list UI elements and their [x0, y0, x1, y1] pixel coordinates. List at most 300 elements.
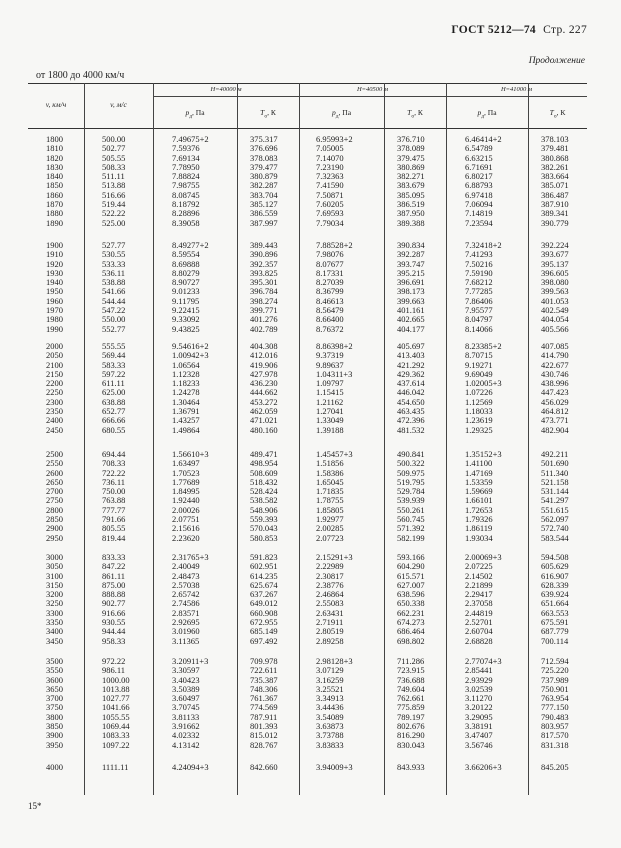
table-block — [0, 135, 621, 228]
pressure-41000-cell: 1.29325 — [465, 424, 493, 435]
temperature-40000-cell: 787.911 — [250, 711, 278, 722]
pressure-40000-cell: 2.40049 — [172, 561, 200, 572]
pressure-40000-cell: 8.18792 — [172, 199, 200, 210]
v-ms-cell: 505.55 — [102, 152, 126, 163]
pressure-40000-cell: 1.77689 — [172, 476, 200, 487]
pressure-40000-cell: 1.84995 — [172, 486, 200, 497]
pressure-40500-cell: 7.32363 — [316, 171, 344, 182]
pressure-41000-cell: 1.12569 — [465, 396, 493, 407]
temperature-40500-cell: 550.261 — [397, 504, 425, 515]
v-ms-cell: 1000.00 — [102, 674, 130, 685]
v-kmh-cell: 3050 — [46, 561, 63, 572]
v-kmh-cell: 1800 — [46, 134, 63, 144]
pressure-41000-cell: 1.18033 — [465, 406, 493, 417]
page-number: Стр. 227 — [543, 24, 587, 36]
pressure-40500-cell: 3.25521 — [316, 683, 344, 694]
temperature-41000-cell: 387.910 — [541, 199, 569, 210]
pressure-41000-cell: 6.46414+2 — [465, 134, 502, 144]
pressure-41000-cell: 2.37058 — [465, 598, 493, 609]
pressure-41000-cell: 2.93929 — [465, 674, 493, 685]
temperature-40500-cell: 736.688 — [397, 674, 425, 685]
v-ms-cell: 544.44 — [102, 295, 126, 306]
temperature-41000-cell: 675.591 — [541, 617, 569, 628]
v-ms-cell: 527.77 — [102, 240, 126, 250]
temperature-40000-cell: 376.696 — [250, 143, 278, 154]
v-ms-cell: 525.00 — [102, 217, 126, 228]
pressure-40000-cell: 1.12328 — [172, 368, 200, 379]
pressure-41000-cell: 7.06094 — [465, 199, 493, 210]
temperature-40500-cell: 638.596 — [397, 589, 425, 600]
pressure-40000-cell: 2.23620 — [172, 532, 200, 543]
pressure-40500-cell: 1.58386 — [316, 467, 344, 478]
temperature-41000-cell: 402.549 — [541, 305, 569, 316]
pressure-40500-cell: 1.21162 — [316, 396, 344, 407]
temperature-40500-cell: 380.869 — [397, 161, 425, 172]
temperature-41000-cell: 438.996 — [541, 378, 569, 389]
temperature-40000-cell: 528.424 — [250, 486, 278, 497]
temperature-40500-cell: 392.287 — [397, 249, 425, 260]
v-kmh-cell: 2700 — [46, 486, 63, 497]
pressure-41000-cell: 6.80217 — [465, 171, 493, 182]
v-ms-cell: 666.66 — [102, 415, 126, 426]
temperature-40500-cell: 529.784 — [397, 486, 425, 497]
v-kmh-cell: 1840 — [46, 171, 63, 182]
temperature-41000-cell: 404.054 — [541, 314, 569, 325]
v-kmh-cell: 3600 — [46, 674, 63, 685]
table-row — [0, 506, 621, 515]
v-kmh-cell: 2600 — [46, 467, 63, 478]
temperature-40000-cell: 401.276 — [250, 314, 278, 325]
pressure-40500-cell: 7.60205 — [316, 199, 344, 210]
pressure-40000-cell: 7.98755 — [172, 180, 200, 191]
temperature-40500-cell: 789.197 — [397, 711, 425, 722]
table-row — [0, 581, 621, 590]
table-row — [0, 297, 621, 306]
v-kmh-cell: 3650 — [46, 683, 63, 694]
temperature-40500-cell: 390.834 — [397, 240, 425, 250]
pressure-41000-cell: 1.86119 — [465, 523, 493, 534]
pressure-40000-cell: 2.57038 — [172, 579, 200, 590]
temperature-41000-cell: 399.563 — [541, 286, 569, 297]
temperature-40500-cell: 386.519 — [397, 199, 425, 210]
table-row — [0, 637, 621, 646]
temperature-41000-cell: 392.224 — [541, 240, 569, 250]
temperature-40000-cell: 709.978 — [250, 656, 278, 666]
v-ms-cell: 538.88 — [102, 277, 126, 288]
pressure-41000-cell: 3.02539 — [465, 683, 493, 694]
pressure-40000-cell: 1.36791 — [172, 406, 200, 417]
v-ms-cell: 1097.22 — [102, 739, 130, 750]
temperature-41000-cell: 390.779 — [541, 217, 569, 228]
temperature-41000-cell: 651.664 — [541, 598, 569, 609]
v-ms-cell: 777.77 — [102, 504, 126, 515]
temperature-40000-cell: 382.287 — [250, 180, 278, 191]
temperature-40000-cell: 419.906 — [250, 359, 278, 370]
altitude-header-3: H=41000 м — [500, 86, 533, 93]
pressure-40500-cell: 1.27041 — [316, 406, 344, 417]
table-row — [0, 469, 621, 478]
temperature-40500-cell: 816.290 — [397, 730, 425, 741]
v-ms-cell: 519.44 — [102, 199, 126, 210]
temperature-41000-cell: 401.053 — [541, 295, 569, 306]
table-row — [0, 553, 621, 562]
pressure-41000-cell: 7.77285 — [465, 286, 493, 297]
v-ms-cell: 513.88 — [102, 180, 126, 191]
pressure-40500-cell: 6.95993+2 — [316, 134, 353, 144]
table-row — [0, 325, 621, 334]
pressure-41000-cell: 2.07225 — [465, 561, 493, 572]
table-row — [0, 370, 621, 379]
pressure-40000-cell: 1.56610+3 — [172, 449, 209, 459]
pressure-41000-cell: 2.68828 — [465, 635, 493, 646]
pressure-40000-cell: 8.28896 — [172, 208, 200, 219]
v-kmh-cell: 2450 — [46, 424, 63, 435]
temperature-40500-cell: 378.089 — [397, 143, 425, 154]
pressure-41000-cell: 1.93034 — [465, 532, 493, 543]
altitude-header-rule — [153, 96, 587, 97]
pressure-41000-cell: 1.66101 — [465, 495, 493, 506]
pressure-40500-cell: 2.80519 — [316, 626, 344, 637]
temperature-40000-cell: 398.274 — [250, 295, 278, 306]
table-row — [0, 269, 621, 278]
v-kmh-cell: 3400 — [46, 626, 63, 637]
pressure-40000-cell: 9.33092 — [172, 314, 200, 325]
col-header-v-ms: v, м/с — [110, 100, 127, 109]
pressure-40500-cell: 1.71835 — [316, 486, 344, 497]
temperature-40500-cell: 404.177 — [397, 323, 425, 334]
pressure-40000-cell: 1.43257 — [172, 415, 200, 426]
pressure-41000-cell: 1.79326 — [465, 514, 493, 525]
pressure-41000-cell: 6.97418 — [465, 189, 493, 200]
v-ms-cell: 819.44 — [102, 532, 126, 543]
v-kmh-cell: 2500 — [46, 449, 63, 459]
temperature-40000-cell: 672.955 — [250, 617, 278, 628]
v-kmh-cell: 1970 — [46, 305, 63, 316]
v-ms-cell: 902.77 — [102, 598, 126, 609]
temperature-40500-cell: 560.745 — [397, 514, 425, 525]
pressure-40000-cell: 1.49864 — [172, 424, 200, 435]
pressure-40500-cell: 1.65045 — [316, 476, 344, 487]
temperature-41000-cell: 763.954 — [541, 693, 569, 704]
table-row — [0, 250, 621, 259]
v-ms-cell: 722.22 — [102, 467, 126, 478]
temperature-40000-cell: 591.823 — [250, 552, 278, 562]
temperature-40500-cell: 395.215 — [397, 267, 425, 278]
temperature-40000-cell: 390.896 — [250, 249, 278, 260]
v-ms-cell: 1083.33 — [102, 730, 130, 741]
temperature-40000-cell: 614.235 — [250, 570, 278, 581]
temperature-40000-cell: 625.674 — [250, 579, 278, 590]
table-block — [0, 763, 621, 772]
pressure-40000-cell: 3.40423 — [172, 674, 200, 685]
pressure-40500-cell: 7.14070 — [316, 152, 344, 163]
v-ms-cell: 502.77 — [102, 143, 126, 154]
temperature-41000-cell: 464.812 — [541, 406, 569, 417]
pressure-40000-cell: 7.88824 — [172, 171, 200, 182]
pressure-41000-cell: 2.77074+3 — [465, 656, 502, 666]
pressure-40500-cell: 1.45457+3 — [316, 449, 353, 459]
table-row — [0, 379, 621, 388]
temperature-41000-cell: 395.137 — [541, 258, 569, 269]
pressure-40500-cell: 1.39188 — [316, 424, 344, 435]
pressure-40000-cell: 4.13142 — [172, 739, 200, 750]
temperature-41000-cell: 663.553 — [541, 607, 569, 618]
v-kmh-cell: 2550 — [46, 458, 63, 469]
temperature-40000-cell: 444.662 — [250, 387, 278, 398]
pressure-40500-cell: 7.98076 — [316, 249, 344, 260]
temperature-40500-cell: 749.604 — [397, 683, 425, 694]
pressure-40500-cell: 7.88528+2 — [316, 240, 353, 250]
temperature-41000-cell: 831.318 — [541, 739, 569, 750]
temperature-40000-cell: 387.997 — [250, 217, 278, 228]
v-kmh-cell: 1870 — [46, 199, 63, 210]
pressure-40500-cell: 2.30817 — [316, 570, 344, 581]
table-row — [0, 713, 621, 722]
pressure-40500-cell: 1.09797 — [316, 378, 344, 389]
temperature-40500-cell: 762.661 — [397, 693, 425, 704]
table-row — [0, 459, 621, 468]
pressure-40000-cell: 2.31765+3 — [172, 552, 209, 562]
table-row — [0, 487, 621, 496]
pressure-41000-cell: 7.68212 — [465, 277, 493, 288]
temperature-40500-cell: 385.095 — [397, 189, 425, 200]
temperature-40000-cell: 538.582 — [250, 495, 278, 506]
temperature-40000-cell: 761.367 — [250, 693, 278, 704]
pressure-40000-cell: 8.69888 — [172, 258, 200, 269]
v-kmh-cell: 2150 — [46, 368, 63, 379]
pressure-40000-cell: 1.92440 — [172, 495, 200, 506]
pressure-40500-cell: 2.55083 — [316, 598, 344, 609]
temperature-40500-cell: 463.435 — [397, 406, 425, 417]
pressure-40500-cell: 2.46864 — [316, 589, 344, 600]
pressure-40500-cell: 3.34913 — [316, 693, 344, 704]
pressure-40500-cell: 8.66400 — [316, 314, 344, 325]
v-ms-cell: 530.55 — [102, 249, 126, 260]
pressure-40000-cell: 7.49675+2 — [172, 134, 209, 144]
table-top-rule — [28, 83, 587, 84]
v-ms-cell: 888.88 — [102, 589, 126, 600]
temperature-40000-cell: 498.954 — [250, 458, 278, 469]
pressure-40000-cell: 3.91662 — [172, 721, 200, 732]
v-ms-cell: 972.22 — [102, 656, 126, 666]
pressure-41000-cell: 6.88793 — [465, 180, 493, 191]
pressure-41000-cell: 3.47407 — [465, 730, 493, 741]
v-ms-cell: 694.44 — [102, 449, 126, 459]
temperature-41000-cell: 447.423 — [541, 387, 569, 398]
table-row — [0, 763, 621, 772]
pressure-40000-cell: 2.92695 — [172, 617, 200, 628]
v-ms-cell: 1041.66 — [102, 702, 130, 713]
pressure-40000-cell: 9.01233 — [172, 286, 200, 297]
temperature-41000-cell: 398.080 — [541, 277, 569, 288]
temperature-40500-cell: 490.841 — [397, 449, 425, 459]
temperature-41000-cell: 790.483 — [541, 711, 569, 722]
temperature-40000-cell: 559.393 — [250, 514, 278, 525]
temperature-41000-cell: 521.158 — [541, 476, 569, 487]
temperature-41000-cell: 430.746 — [541, 368, 569, 379]
v-kmh-cell: 3800 — [46, 711, 63, 722]
temperature-40000-cell: 815.012 — [250, 730, 278, 741]
temperature-40500-cell: 472.396 — [397, 415, 425, 426]
temperature-40000-cell: 508.609 — [250, 467, 278, 478]
pressure-40500-cell: 2.89258 — [316, 635, 344, 646]
temperature-40500-cell: 686.464 — [397, 626, 425, 637]
table-row — [0, 627, 621, 636]
temperature-40500-cell: 481.532 — [397, 424, 425, 435]
pressure-40500-cell: 9.89637 — [316, 359, 344, 370]
temperature-41000-cell: 393.677 — [541, 249, 569, 260]
v-kmh-cell: 3950 — [46, 739, 63, 750]
col-header-v-kmh: v, км/ч — [45, 100, 67, 109]
pressure-40000-cell: 2.15616 — [172, 523, 200, 534]
pressure-40500-cell: 1.92977 — [316, 514, 344, 525]
v-ms-cell: 916.66 — [102, 607, 126, 618]
table-row — [0, 351, 621, 360]
pressure-40000-cell: 3.70745 — [172, 702, 200, 713]
temperature-41000-cell: 379.481 — [541, 143, 569, 154]
v-kmh-cell: 1880 — [46, 208, 63, 219]
temperature-40000-cell: 385.127 — [250, 199, 278, 210]
v-ms-cell: 541.66 — [102, 286, 126, 297]
pressure-40000-cell: 8.49277+2 — [172, 240, 209, 250]
v-kmh-cell: 3550 — [46, 665, 63, 676]
pressure-41000-cell: 7.95577 — [465, 305, 493, 316]
v-ms-cell: 958.33 — [102, 635, 126, 646]
table-row — [0, 191, 621, 200]
table-row — [0, 496, 621, 505]
pressure-40500-cell: 1.33049 — [316, 415, 344, 426]
temperature-41000-cell: 551.615 — [541, 504, 569, 515]
temperature-41000-cell: 414.790 — [541, 350, 569, 361]
pressure-40500-cell: 7.79034 — [316, 217, 344, 228]
table-row — [0, 731, 621, 740]
temperature-40500-cell: 662.231 — [397, 607, 425, 618]
table-row — [0, 241, 621, 250]
table-row — [0, 478, 621, 487]
v-ms-cell: 763.88 — [102, 495, 126, 506]
v-kmh-cell: 2300 — [46, 396, 63, 407]
v-kmh-cell: 3500 — [46, 656, 63, 666]
pressure-41000-cell: 9.19271 — [465, 359, 493, 370]
pressure-41000-cell: 3.56746 — [465, 739, 493, 750]
pressure-40000-cell: 2.48473 — [172, 570, 200, 581]
pressure-41000-cell: 3.29095 — [465, 711, 493, 722]
temperature-40000-cell: 427.978 — [250, 368, 278, 379]
v-ms-cell: 516.66 — [102, 189, 126, 200]
table-row — [0, 572, 621, 581]
temperature-40000-cell: 735.387 — [250, 674, 278, 685]
v-ms-cell: 552.77 — [102, 323, 126, 334]
temperature-40500-cell: 509.975 — [397, 467, 425, 478]
temperature-41000-cell: 750.901 — [541, 683, 569, 694]
temperature-40000-cell: 383.704 — [250, 189, 278, 200]
v-ms-cell: 930.55 — [102, 617, 126, 628]
v-kmh-cell: 2050 — [46, 350, 63, 361]
table-block — [0, 657, 621, 750]
pressure-40000-cell: 7.78950 — [172, 161, 200, 172]
pressure-41000-cell: 7.14819 — [465, 208, 493, 219]
temperature-40500-cell: 402.665 — [397, 314, 425, 325]
v-ms-cell: 875.00 — [102, 579, 126, 590]
v-kmh-cell: 1900 — [46, 240, 63, 250]
temperature-40500-cell: 604.290 — [397, 561, 425, 572]
pressure-40500-cell: 8.27039 — [316, 277, 344, 288]
altitude-header-2: H=40500 м — [356, 86, 389, 93]
temperature-41000-cell: 594.508 — [541, 552, 569, 562]
temperature-40500-cell: 571.392 — [397, 523, 425, 534]
temperature-40500-cell: 446.042 — [397, 387, 425, 398]
temperature-40000-cell: 602.951 — [250, 561, 278, 572]
v-kmh-cell: 1940 — [46, 277, 63, 288]
pressure-40500-cell: 2.00285 — [316, 523, 344, 534]
temperature-40000-cell: 660.908 — [250, 607, 278, 618]
pressure-40000-cell: 3.50389 — [172, 683, 200, 694]
temperature-41000-cell: 389.341 — [541, 208, 569, 219]
pressure-41000-cell: 6.54789 — [465, 143, 493, 154]
pressure-41000-cell: 2.60704 — [465, 626, 493, 637]
table-row — [0, 685, 621, 694]
table-row — [0, 172, 621, 181]
v-kmh-cell: 1830 — [46, 161, 63, 172]
col-header-t3: $T_о$, К — [549, 108, 566, 120]
temperature-41000-cell: 380.868 — [541, 152, 569, 163]
v-kmh-cell: 4000 — [46, 762, 63, 772]
v-kmh-cell: 2250 — [46, 387, 63, 398]
temperature-40000-cell: 378.083 — [250, 152, 278, 163]
table-row — [0, 278, 621, 287]
table-block — [0, 450, 621, 543]
v-kmh-cell: 3750 — [46, 702, 63, 713]
pressure-40500-cell: 3.73788 — [316, 730, 344, 741]
temperature-40500-cell: 615.571 — [397, 570, 425, 581]
temperature-41000-cell: 531.144 — [541, 486, 569, 497]
table-row — [0, 315, 621, 324]
v-ms-cell: 652.77 — [102, 406, 126, 417]
pressure-40000-cell: 2.00026 — [172, 504, 200, 515]
v-ms-cell: 522.22 — [102, 208, 126, 219]
table-row — [0, 666, 621, 675]
pressure-40000-cell: 1.06564 — [172, 359, 200, 370]
pressure-40000-cell: 8.80279 — [172, 267, 200, 278]
table-row — [0, 657, 621, 666]
pressure-41000-cell: 2.14502 — [465, 570, 493, 581]
v-kmh-cell: 1980 — [46, 314, 63, 325]
table-row — [0, 144, 621, 153]
temperature-41000-cell: 583.544 — [541, 532, 569, 543]
table-block — [0, 241, 621, 334]
v-ms-cell: 1027.77 — [102, 693, 130, 704]
temperature-40500-cell: 398.173 — [397, 286, 425, 297]
pressure-41000-cell: 1.35152+3 — [465, 449, 502, 459]
temperature-40000-cell: 774.569 — [250, 702, 278, 713]
pressure-40000-cell: 3.30597 — [172, 665, 200, 676]
temperature-41000-cell: 712.594 — [541, 656, 569, 666]
temperature-41000-cell: 385.071 — [541, 180, 569, 191]
pressure-40000-cell: 7.69134 — [172, 152, 200, 163]
col-header-t2: $T_о$, К — [407, 108, 423, 120]
page-header — [451, 24, 587, 36]
table-row — [0, 426, 621, 435]
pressure-40000-cell: 1.63497 — [172, 458, 200, 469]
table-row — [0, 676, 621, 685]
pressure-40000-cell: 8.08745 — [172, 189, 200, 200]
temperature-40000-cell: 471.021 — [250, 415, 278, 426]
temperature-40000-cell: 379.477 — [250, 161, 278, 172]
temperature-40000-cell: 685.149 — [250, 626, 278, 637]
v-kmh-cell: 2800 — [46, 504, 63, 515]
temperature-41000-cell: 616.907 — [541, 570, 569, 581]
temperature-41000-cell: 541.297 — [541, 495, 569, 506]
